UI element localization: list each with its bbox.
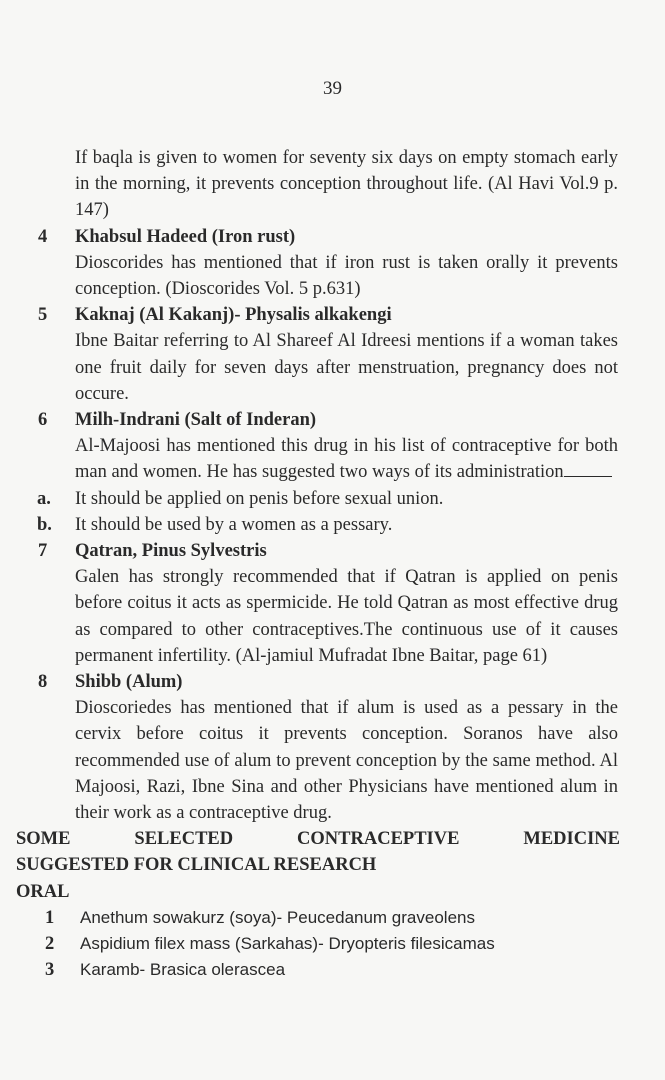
oral-item-number: 3 [45, 960, 55, 981]
entry-5 [0, 302, 665, 407]
entry-heading: Khabsul Hadeed (Iron rust) [75, 226, 296, 247]
entry-8 [0, 669, 665, 826]
entry-6 [0, 407, 665, 486]
blank-line [564, 462, 612, 477]
oral-item-text: Karamb- Brasica olerascea [80, 960, 286, 980]
subitem-text: It should be applied on penis before sexual union. [75, 488, 444, 509]
section-heading [16, 826, 620, 905]
entry-body-with-blank [75, 433, 618, 485]
entry-number: 6 [38, 410, 48, 431]
oral-item-1 [0, 905, 665, 931]
section-subheading: ORAL [16, 881, 70, 902]
entry-body: Al-Majoosi has mentioned this drug in his list of contraceptive for both man and women. He has suggested two ways of its administration [75, 436, 618, 483]
section-heading-line-1: SOME SELECTED CONTRACEPTIVE MEDICINE [16, 829, 620, 850]
entry-heading: Milh-Indrani (Salt of Inderan) [75, 410, 317, 431]
entry-body: Ibne Baitar referring to Al Shareef Al Idreesi mentions if a woman takes one fruit daily for seven days after menstruation, pregnancy does not occure. [75, 331, 618, 404]
page-number: 39 [323, 78, 342, 99]
entry-number: 8 [38, 672, 48, 693]
entry-number: 7 [38, 541, 48, 562]
oral-item-text: Anethum sowakurz (soya)- Peucedanum graveolens [80, 907, 475, 927]
oral-item-text: Aspidium filex mass (Sarkahas)- Dryopteris filesicamas [80, 934, 495, 954]
entry-body: Dioscorides has mentioned that if iron rust is taken orally it prevents conception. (Dioscorides Vol. 5 p.631) [75, 252, 618, 300]
entry-heading: Kaknaj (Al Kakanj)- Physalis alkakengi [75, 305, 392, 326]
subitem-a [0, 486, 665, 512]
entry-number: 4 [38, 226, 48, 247]
subitem-text: It should be used by a women as a pessary. [75, 514, 393, 535]
subitem-mark: b. [37, 514, 52, 535]
subitem-b [0, 512, 665, 538]
entry-number: 5 [38, 305, 48, 326]
entry-4 [0, 224, 665, 303]
entry-body: Dioscoriedes has mentioned that if alum is used as a pessary in the cervix before coitus it prevents conception. Soranos have also recommended use of alum to prevent conception by the same method. Al Majoosi, Razi, Ibne Sina and other Physicians have mentioned alum in their work as a contraceptive drug. [75, 698, 618, 824]
oral-item-3 [0, 957, 665, 983]
oral-item-2 [0, 931, 665, 957]
oral-item-number: 1 [45, 907, 55, 928]
entry-7 [0, 538, 665, 669]
subitem-mark: a. [37, 488, 51, 509]
section-heading-line-2: SUGGESTED FOR CLINICAL RESEARCH [16, 855, 377, 876]
intro-paragraph: If baqla is given to women for seventy six days on empty stomach early in the morning, it prevents conception throughout life. (Al Havi Vol.9 p. 147) [75, 148, 618, 221]
oral-item-number: 2 [45, 934, 55, 955]
entry-body: Galen has strongly recommended that if Qatran is applied on penis before coitus it acts as spermicide. He told Qatran as most effective drug as compared to other contraceptives.The continuous use of it causes permanent infertility. (Al-jamiul Mufradat Ibne Baitar, page 61) [75, 567, 618, 666]
entry-heading: Shibb (Alum) [75, 672, 183, 693]
entry-heading: Qatran, Pinus Sylvestris [75, 541, 267, 562]
page-content [0, 145, 665, 984]
